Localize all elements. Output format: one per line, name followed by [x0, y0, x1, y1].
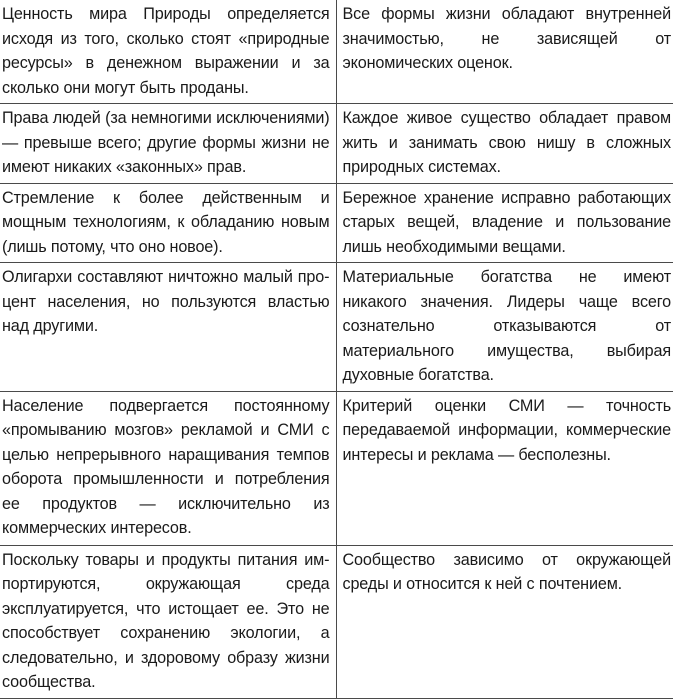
right-cell: Каждое живое существо обладает правом жить и занимать свою нишу в сложных природных системах. [336, 104, 673, 184]
left-cell: Права людей (за немногими исключениями) — превыше всего; другие формы жизни не имеют никаких «законных» прав. [0, 104, 336, 184]
table-row [0, 104, 673, 184]
right-cell: Критерий оценки СМИ — точность передаваемой информации, коммерческие интересы и реклама — бесполезны. [336, 391, 673, 545]
left-cell: Стремление к более действенным и мощным технологиям, к обладанию новым (лишь потому, что оно новое). [0, 183, 336, 263]
left-cell: Ценность мира Природы определяется исходя из того, сколько стоят «природные ресурсы» в денежном выражении и за сколько они могут быть проданы. [0, 0, 336, 104]
right-cell: Все формы жизни обладают внутренней значимостью, не зависящей от экономических оценок. [336, 0, 673, 104]
right-cell: Бережное хранение исправно работающих старых вещей, владение и пользование лишь необходимыми вещами. [336, 183, 673, 263]
right-cell: Сообщество зависимо от окружающей среды и относится к ней с почтением. [336, 545, 673, 698]
left-cell: Олигархи составляют ничтожно малый процент населения, но пользуются властью над другими. [0, 263, 336, 392]
table-row [0, 0, 673, 104]
table-row [0, 183, 673, 263]
right-cell: Материальные богатства не имеют никакого значения. Лидеры чаще всего сознательно отказываются от материального имущества, выбирая духовные богатства. [336, 263, 673, 392]
table-row [0, 391, 673, 545]
table-row [0, 263, 673, 392]
left-cell: Поскольку товары и продукты питания импортируются, окружающая среда эксплуатируется, что истощает ее. Это не способствует сохранению экологии, а следовательно, и здоровому образу жизни сообщества. [0, 545, 336, 698]
table-row [0, 545, 673, 698]
left-cell: Население подвергается постоянному «промыванию мозгов» рекламой и СМИ с целью непрерывного наращивания темпов оборота промышленности и потребления ее продуктов — исключительно из коммерческих интересов. [0, 391, 336, 545]
